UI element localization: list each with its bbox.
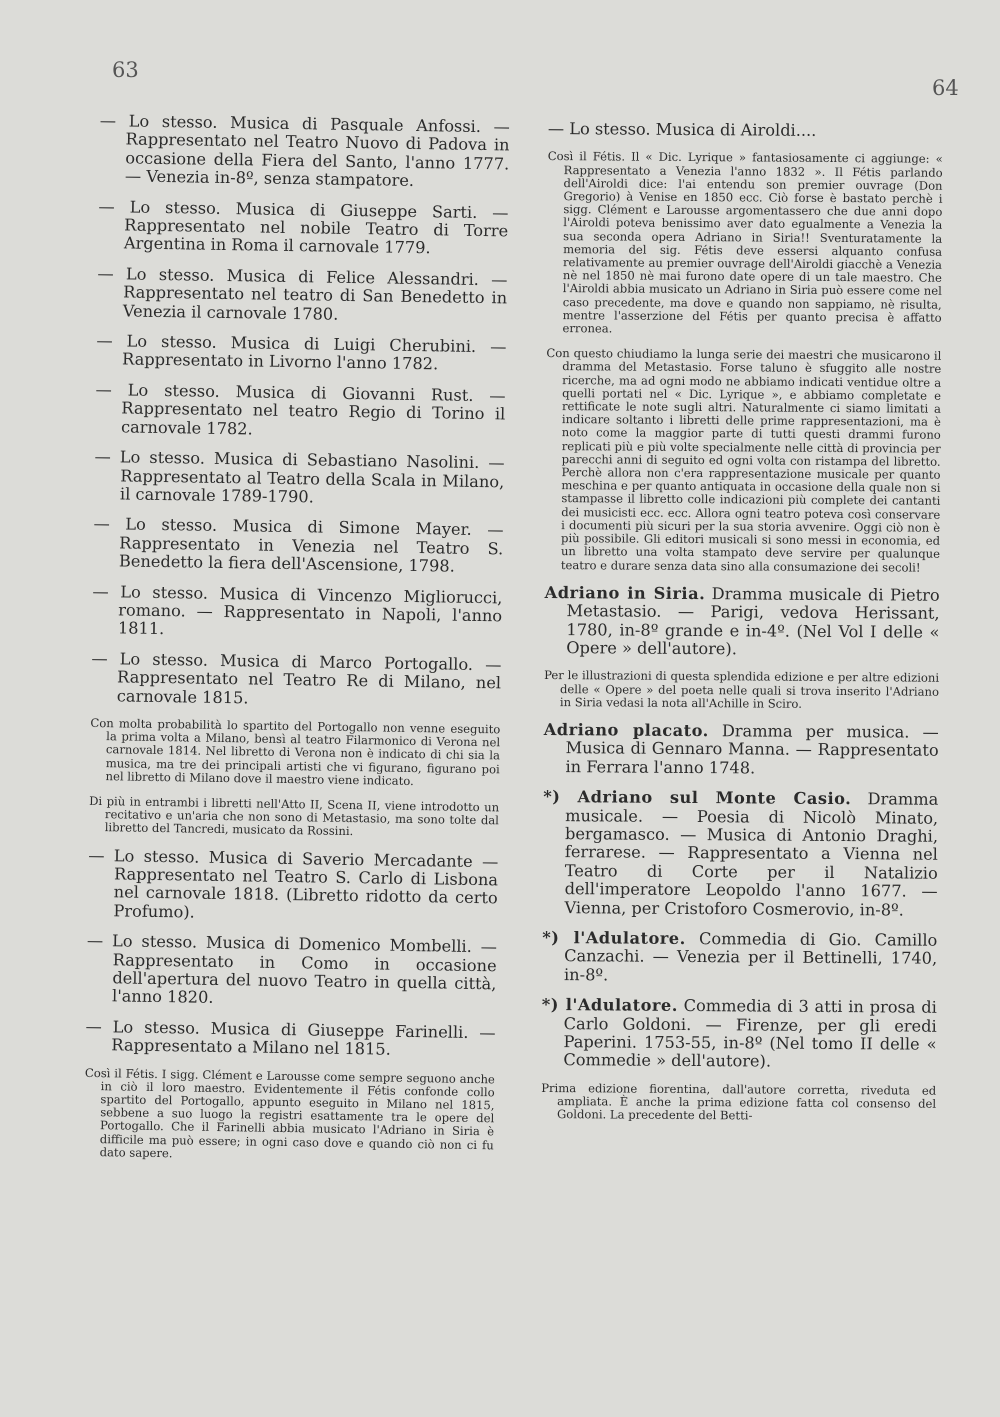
catalog-entry: — Lo stesso. Musica di Giuseppe Farinelli. — Rappresentato a Milano nel 1815. bbox=[85, 1016, 496, 1059]
catalog-entry: — Lo stesso. Musica di Airoldi.... bbox=[547, 119, 817, 140]
footnote: Con molta probabilità lo spartito del Portogallo non venne eseguito la prima volta a Milano, bensì al teatro Filarmonico di Verona nel carnovale 1814. Nel libretto di Verona non è indicato di chi sia la musica, ma tre dei principali artisti che vi figurano, figurano poi nel libretto di Milano dove il maestro viene indicato. bbox=[90, 715, 501, 788]
entry-text: Dramma musicale di Pietro Metastasio. — Parigi, vedova Herissant, 1780, in-8º grande e in-4º. (Nel Vol I delle « Opere » dell'autore). bbox=[566, 583, 940, 659]
entry-text: Commedia di Gio. Camillo Canzachi. — Venezia per il Bettinelli, 1740, in-8º. bbox=[563, 929, 938, 985]
catalog-entry: — Lo stesso. Musica di Saverio Mercadante — Rappresentato nel Teatro S. Carlo di Lisbona nel carnovale 1818. (Libretto ridotto da certo Profumo). bbox=[88, 845, 499, 922]
entry-text: Commedia di 3 atti in prosa di Carlo Goldoni. — Firenze, per gli eredi Paperini. 1753-55, in-8º (Nel tomo II delle « Commedie » dell'autore). bbox=[563, 996, 937, 1072]
title-entry bbox=[543, 721, 938, 779]
catalog-entry: — Lo stesso. Musica di Giovanni Rust. — Rappresentato nel teatro Regio di Torino il carnovale 1782. bbox=[95, 379, 506, 439]
entry-title: *) Adriano sul Monte Casio. bbox=[543, 787, 852, 809]
title-entry bbox=[542, 929, 937, 987]
right-column bbox=[541, 120, 943, 1136]
footnote: Così il Fétis. Il « Dic. Lyrique » fantasiosamente ci aggiunge: « Rappresentato a Venezia l'anno 1832 ». Il Fétis parlando dell'Airoldi dice: l'ai entendu son premier ouvrage (Don Gregorio) à Venise en 1850 ecc. Ciò forse è bastato perchè i sigg. Clément e Larousse argomentassero che due anni dopo l'Airoldi poteva benissimo aver dato egualmente a Venezia la sua seconda opera Adriano in Siria!! Sventuratamente la memoria del sig. Fétis deve essersi alquanto confusa relativamente au premier ouvrage dell'Airoldi giacchè a Venezia nè nel 1850 nè mai furono date opere di un tale maestro. Che l'Airoldi abbia musicato un Adriano in Siria può essere come nel caso precedente, ma dove e quando non sappiamo, nè risulta, mentre l'asserzione del Fétis per quanto precisa è affatto erronea. bbox=[547, 149, 943, 336]
footnote: Per le illustrazioni di questa splendida edizione e per altre edizioni delle « Opere » del poeta nelle quali si trova inserito l'Adriano in Siria vedasi la nota all'Achille in Sciro. bbox=[544, 668, 940, 711]
catalog-entry: — Lo stesso. Musica di Simone Mayer. — Rappresentato in Venezia nel Teatro S. Benedetto la fiera dell'Ascensione, 1798. bbox=[93, 514, 504, 576]
footnote: Prima edizione fiorentina, dall'autore corretta, riveduta ed ampliata. È anche la prima edizione fatta col consenso del Goldoni. La precedente del Betti- bbox=[541, 1080, 937, 1123]
page-number-right: 64 bbox=[932, 76, 959, 100]
catalog-entry: — Lo stesso. Musica di Felice Alessandri. — Rappresentato nel teatro di San Benedetto in Venezia il carnovale 1780. bbox=[97, 263, 508, 324]
footnote: Di più in entrambi i libretti nell'Atto II, Scena II, viene introdotto un recitativo e un'aria che non sono di Metastasio, ma sono tolte dal libretto del Tancredi, musicato da Rossini. bbox=[89, 793, 500, 839]
catalog-entry: — Lo stesso. Musica di Giuseppe Sarti. — Rappresentato nel nobile Teatro di Torre Argentina in Roma il carnovale 1779. bbox=[98, 196, 509, 258]
page-number-left: 63 bbox=[112, 58, 139, 82]
catalog-entry: — Lo stesso. Musica di Domenico Mombelli. — Rappresentato in Como in occasione dell'apertura del nuovo Teatro in quella città, l'anno 1820. bbox=[86, 931, 498, 1008]
catalog-entry: — Lo stesso. Musica di Vincenzo Migliorucci, romano. — Rappresentato in Napoli, l'anno 1811. bbox=[92, 581, 503, 639]
footnote: Così il Fétis. I sigg. Clément e Larousse come sempre seguono anche in ciò il loro maestro. Evidentemente il Fétis confonde collo spartito del Portogallo, appunto eseguito in Milano nel 1815, sebbene a suo luogo la registri esattamente tra le opere del Portogallo. Che il Farinelli abbia musicato l'Adriano in Siria è difficile ma può essere; in ogni caso dove e quando ciò non ci fu dato sapere. bbox=[84, 1065, 495, 1161]
title-entry bbox=[541, 996, 937, 1072]
catalog-entry: — Lo stesso. Musica di Marco Portogallo. — Rappresentato nel Teatro Re di Milano, nel carnovale 1815. bbox=[91, 648, 502, 707]
entry-title: Adriano in Siria. bbox=[544, 582, 706, 603]
entry-text: Dramma per musica. — Musica di Gennaro Manna. — Rappresentato in Ferrara l'anno 1748. bbox=[565, 721, 939, 778]
catalog-entry: — Lo stesso. Musica di Luigi Cherubini. — Rappresentato in Livorno l'anno 1782. bbox=[96, 331, 507, 374]
entry-title: *) l'Adulatore. bbox=[542, 927, 686, 948]
title-entry bbox=[544, 584, 940, 660]
catalog-entry: — Lo stesso. Musica di Pasquale Anfossi. — Rappresentato nel Teatro Nuovo di Padova in occasione della Fiera del Santo, l'anno 1777. — Venezia in-8º, senza stampatore. bbox=[99, 111, 510, 191]
title-entry bbox=[542, 788, 938, 920]
entry-text: Dramma musicale. — Poesia di Nicolò Minato, bergamasco. — Musica di Antonio Draghi, ferrarese. — Rappresentato a Vienna nel Teatro di Corte per il Natalizio dell'imperatore Leopoldo l'anno 1677. — Vienna, per Cristoforo Cosmerovio, in-8º. bbox=[564, 789, 939, 920]
catalog-entry: — Lo stesso. Musica di Sebastiano Nasolini. — Rappresentato al Teatro della Scala in Milano, il carnovale 1789-1790. bbox=[94, 447, 505, 507]
footnote: Con questo chiudiamo la lunga serie dei maestri che musicarono il dramma del Metastasio. Forse taluno è sfuggito alle nostre ricerche, ma ad ogni modo ne abbiamo indicati ventidue oltre a quelli portati nel « Dic. Lyrique », e abbiamo completate e rettificate le note sugli altri. Naturalmente ci siamo limitati a indicare soltanto i libretti delle prime rappresentazioni, ma è noto come la maggior parte di tutti questi drammi furono replicati più e più volte specialmente nelle città di provincia per parecchi anni di seguito ed ogni volta con ristampa del libretto. Perchè allora non c'era rappresentazione musicale per quanto meschina e per quanto antiquata in occasione della quale non si stampasse il libretto colle indicazioni più complete dei cantanti dei musicisti ecc. ecc. Allora ogni teatro poteva così conservare i documenti più sicuri per la sua storia avvenire. Oggi ciò non è più possibile. Gli editori musicali si sono messi in economia, ed un libretto una volta stampato deve servire per qualunque teatro e durare senza data sino alla consumazione dei secoli! bbox=[546, 346, 942, 575]
entry-title: Adriano placato. bbox=[543, 719, 709, 741]
entry-title: *) l'Adulatore. bbox=[541, 995, 678, 1016]
left-column bbox=[83, 112, 510, 1177]
